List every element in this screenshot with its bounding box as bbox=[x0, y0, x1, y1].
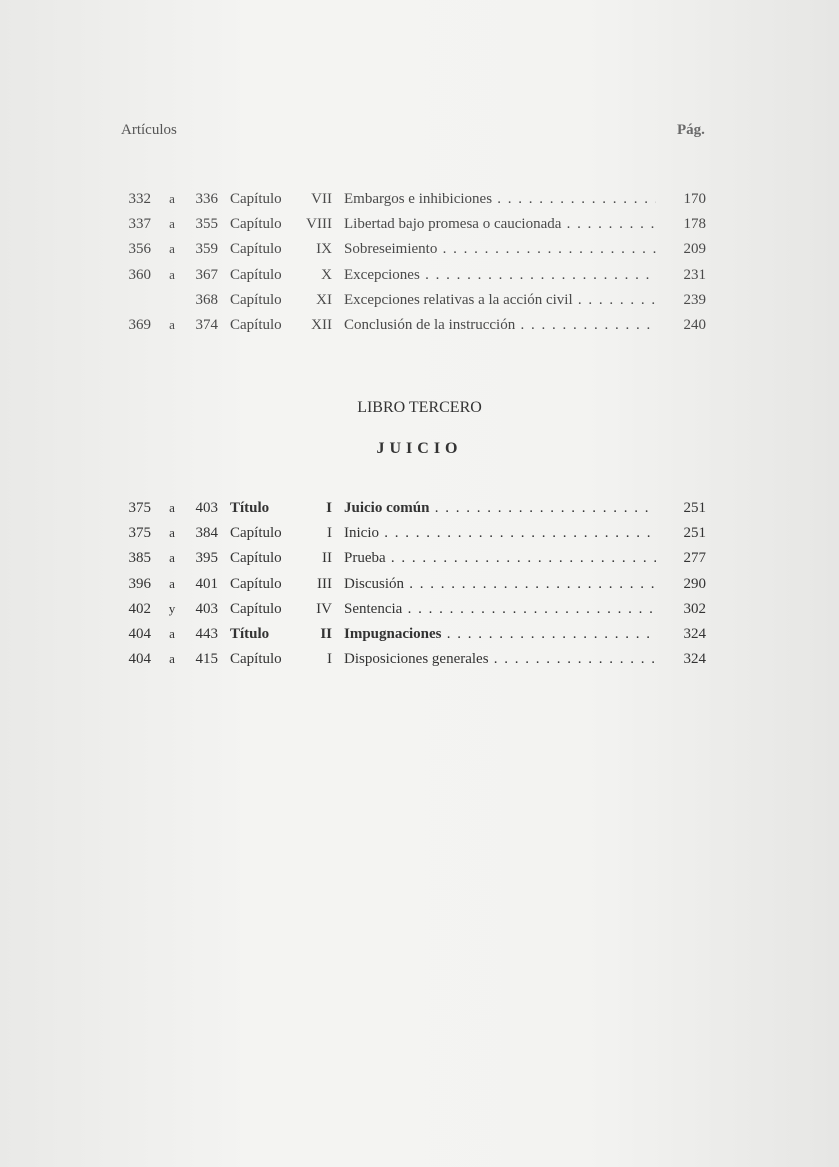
toc-row bbox=[0, 497, 839, 519]
division-title-text: Conclusión de la instrucción bbox=[344, 317, 516, 333]
article-to: 401 bbox=[195, 575, 218, 592]
article-separator: a bbox=[169, 317, 175, 332]
page-number: 302 bbox=[683, 600, 706, 617]
division-type: Capítulo bbox=[230, 291, 282, 308]
division-number: II bbox=[322, 550, 332, 567]
article-from: 404 bbox=[128, 626, 151, 642]
article-separator: a bbox=[169, 500, 175, 515]
division-title-text: Disposiciones generales bbox=[344, 651, 489, 668]
division-number: II bbox=[320, 626, 332, 642]
division-type: Capítulo bbox=[230, 317, 282, 333]
toc-row bbox=[0, 623, 839, 645]
toc-row bbox=[0, 213, 839, 235]
page-number: 277 bbox=[683, 550, 706, 567]
division-title-text: Sobreseimiento bbox=[344, 241, 438, 258]
division-number: I bbox=[326, 500, 332, 516]
page-number: 170 bbox=[683, 191, 706, 207]
article-separator: a bbox=[169, 651, 175, 667]
division-type: Capítulo bbox=[230, 600, 282, 617]
division-title bbox=[344, 598, 656, 620]
division-type: Capítulo bbox=[230, 525, 282, 542]
division-title bbox=[344, 648, 656, 670]
page-number: 251 bbox=[683, 525, 706, 542]
article-from: 369 bbox=[128, 317, 151, 333]
division-number: IV bbox=[316, 600, 332, 617]
article-from: 337 bbox=[128, 216, 151, 233]
division-title bbox=[344, 188, 656, 210]
division-number: I bbox=[327, 525, 332, 542]
division-title bbox=[344, 497, 656, 519]
division-title-text: Juicio común bbox=[344, 500, 430, 516]
toc-row bbox=[0, 522, 839, 544]
page-number: 240 bbox=[683, 317, 706, 333]
page-number: 324 bbox=[683, 651, 706, 668]
division-type: Capítulo bbox=[230, 216, 282, 233]
division-title-text: Excepciones bbox=[344, 266, 420, 283]
division-title bbox=[344, 623, 656, 645]
article-to: 367 bbox=[195, 266, 218, 283]
division-title-text: Libertad bajo promesa o caucionada bbox=[344, 216, 562, 233]
article-from: 375 bbox=[128, 500, 151, 516]
article-from: 356 bbox=[128, 241, 151, 258]
division-number: VIII bbox=[306, 216, 332, 233]
article-to: 359 bbox=[195, 241, 218, 258]
division-number: IX bbox=[316, 241, 332, 258]
division-type: Título bbox=[230, 626, 270, 642]
book-subtitle: JUICIO bbox=[376, 440, 463, 457]
division-number: III bbox=[317, 575, 332, 592]
article-separator: a bbox=[169, 241, 175, 257]
toc-row bbox=[0, 648, 839, 670]
division-type: Capítulo bbox=[230, 241, 282, 258]
toc-row bbox=[0, 238, 839, 260]
article-from: 385 bbox=[128, 550, 151, 567]
division-title bbox=[344, 573, 656, 595]
page-number: 324 bbox=[683, 626, 706, 642]
division-number: I bbox=[327, 651, 332, 668]
division-title-text: Discusión bbox=[344, 575, 404, 592]
division-number: XII bbox=[311, 317, 332, 333]
division-title-text: Sentencia bbox=[344, 600, 403, 617]
division-title bbox=[344, 238, 656, 260]
article-to: 384 bbox=[195, 525, 218, 542]
article-to: 368 bbox=[195, 291, 218, 308]
article-to: 415 bbox=[195, 651, 218, 668]
article-to: 355 bbox=[195, 216, 218, 233]
article-from: 396 bbox=[128, 575, 151, 592]
article-from: 332 bbox=[128, 191, 151, 207]
article-separator: a bbox=[169, 575, 175, 591]
article-to: 374 bbox=[195, 317, 218, 333]
page-number: 231 bbox=[683, 266, 706, 283]
article-to: 336 bbox=[195, 191, 218, 207]
page-number: 251 bbox=[683, 500, 706, 516]
article-separator: a bbox=[169, 626, 175, 641]
division-type: Título bbox=[230, 500, 270, 516]
toc-row bbox=[0, 264, 839, 286]
division-number: VII bbox=[311, 191, 332, 207]
toc-row bbox=[0, 598, 839, 620]
toc-row bbox=[0, 188, 839, 210]
division-title-text: Impugnaciones bbox=[344, 626, 442, 642]
division-title bbox=[344, 289, 656, 311]
division-type: Capítulo bbox=[230, 550, 282, 567]
division-title bbox=[344, 547, 656, 569]
header-page: Pág. bbox=[677, 122, 705, 138]
toc-row bbox=[0, 314, 839, 336]
division-type: Capítulo bbox=[230, 266, 282, 283]
division-title-text: Prueba bbox=[344, 550, 386, 567]
article-to: 403 bbox=[195, 500, 218, 516]
division-title bbox=[344, 314, 656, 336]
article-separator: a bbox=[169, 525, 175, 541]
division-title-text: Embargos e inhibiciones bbox=[344, 191, 493, 207]
article-to: 443 bbox=[195, 626, 218, 642]
division-title-text: Inicio bbox=[344, 525, 379, 542]
article-from: 360 bbox=[128, 266, 151, 283]
page-number: 239 bbox=[683, 291, 706, 308]
division-title bbox=[344, 522, 656, 544]
division-type: Capítulo bbox=[230, 575, 282, 592]
article-separator: a bbox=[169, 266, 175, 282]
article-to: 395 bbox=[195, 550, 218, 567]
article-separator: a bbox=[169, 191, 175, 206]
division-title bbox=[344, 213, 656, 235]
toc-row bbox=[0, 289, 839, 311]
article-separator: y bbox=[168, 600, 176, 616]
article-separator: a bbox=[169, 550, 175, 566]
article-from: 402 bbox=[128, 600, 151, 617]
article-separator: a bbox=[169, 216, 175, 232]
division-title-text: Excepciones relativas a la acción civil bbox=[344, 291, 573, 308]
book-title: LIBRO TERCERO bbox=[357, 399, 482, 416]
division-number: X bbox=[321, 266, 332, 283]
division-type: Capítulo bbox=[230, 191, 282, 207]
division-number: XI bbox=[316, 291, 332, 308]
article-from: 404 bbox=[128, 651, 151, 668]
page-number: 290 bbox=[683, 575, 706, 592]
page-number: 178 bbox=[683, 216, 706, 233]
page-number: 209 bbox=[683, 241, 706, 258]
division-title bbox=[344, 264, 656, 286]
division-type: Capítulo bbox=[230, 651, 282, 668]
toc-row bbox=[0, 547, 839, 569]
toc-row bbox=[0, 573, 839, 595]
article-from: 375 bbox=[128, 525, 151, 542]
article-to: 403 bbox=[195, 600, 218, 617]
header-articles: Artículos bbox=[121, 122, 177, 138]
